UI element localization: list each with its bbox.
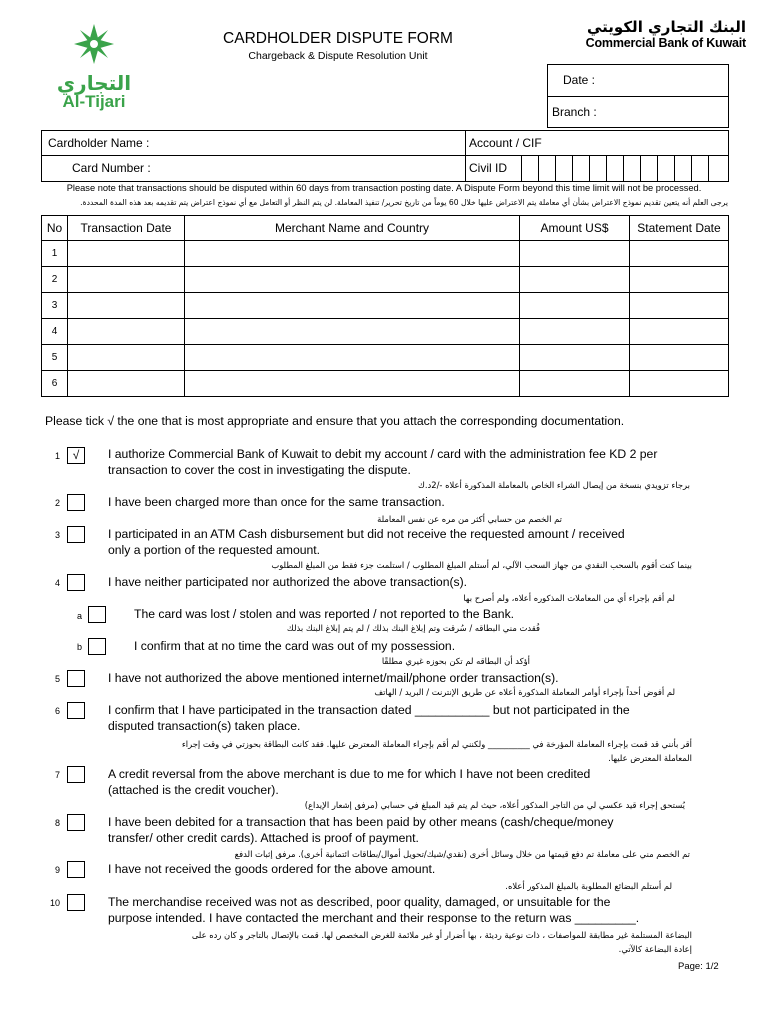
item-10-text: The merchandise received was not as described, poor quality, damaged, or unsuitable for the (108, 895, 611, 909)
item-10-arabic: البضاعة المستلمة غير مطابقة للمواصفات ، ذات نوعية رديئة ، بها أضرار أو غير ملائمة للغرض المخصص لها. قمت بالإتصال بالتاجر و كان رده على (191, 930, 692, 940)
item-4b-checkbox[interactable] (88, 638, 106, 655)
transaction-date-cell[interactable] (68, 267, 185, 293)
item-number: 2 (54, 498, 60, 508)
time-limit-note-ar: يرجى العلم أنه يتعين تقديم نموذج الاعتراض بشأن أي معاملة يتم الاعتراض عليها خلال 60 يوماً من تاريخ تحرير/ تنفيذ المعاملة. لن يتم النظر أو التعامل مع أي نموذج اعتراض يتم تقديمه بعد هذه المدة المحددة. (80, 198, 728, 207)
time-limit-note-en: Please note that transactions should be disputed within 60 days from transaction posting date. A Dispute Form beyond this time limit will not be processed. (66, 183, 702, 193)
item-number: 8 (54, 818, 60, 828)
item-5-checkbox[interactable] (67, 670, 85, 687)
item-4-text: I have neither participated nor authorized the above transaction(s). (108, 575, 468, 589)
statement-date-cell[interactable] (630, 345, 729, 371)
item-7-text-cont: (attached is the credit voucher). (108, 783, 279, 797)
col-header-no: No (42, 216, 68, 241)
table-row (42, 267, 729, 293)
item-number: 4 (54, 578, 60, 588)
row-number: 2 (42, 267, 68, 293)
transaction-date-cell[interactable] (68, 319, 185, 345)
civil-id-field[interactable]: Civil ID (469, 161, 507, 175)
item-number: 9 (54, 865, 60, 875)
merchant-cell[interactable] (185, 345, 520, 371)
card-number-field[interactable]: Card Number : (72, 161, 151, 175)
item-number: 7 (54, 770, 60, 780)
item-letter: b (76, 642, 82, 652)
table-row (42, 319, 729, 345)
row-number: 4 (42, 319, 68, 345)
page-number: Page: 1/2 (678, 961, 719, 972)
item-3-text-cont: only a portion of the requested amount. (108, 543, 321, 557)
logo-english-text: Al-Tijari (62, 92, 126, 111)
item-5-text: I have not authorized the above mentioned internet/mail/phone order transaction(s). (108, 671, 559, 685)
col-header-transaction-date: Transaction Date (68, 216, 185, 241)
item-1-checkbox[interactable]: √ (67, 447, 85, 464)
transaction-date-cell[interactable] (68, 371, 185, 397)
merchant-cell[interactable] (185, 319, 520, 345)
amount-cell[interactable] (520, 267, 630, 293)
al-tijari-logo (46, 22, 142, 112)
item-3-text: I participated in an ATM Cash disbursement but did not receive the requested amount / received (108, 527, 625, 541)
item-2-arabic: تم الخصم من حسابي أكثر من مره عن نفس المعاملة (377, 514, 562, 524)
item-8-arabic: تم الخصم مني على معاملة تم دفع قيمتها من خلال وسائل أخرى (نقدي/شيك/تحويل أموال/بطاقات ائتمانية أخرى). مرفق إثبات الدفع (234, 849, 690, 859)
amount-cell[interactable] (520, 371, 630, 397)
item-6-arabic: أقر بأنني قد قمت بإجراء المعاملة المؤرخة في __________ ولكنني لم أقم بإجراء المعاملة المعترض عليها. فقد كانت البطاقة بحوزتي في وقت إجراء (181, 739, 692, 749)
item-number: 10 (49, 898, 60, 908)
item-4-arabic: لم أقم بإجراء أي من المعاملات المذكوره أعلاه، ولم أصرح بها (463, 593, 675, 603)
star-logo-icon (72, 22, 116, 66)
merchant-cell[interactable] (185, 371, 520, 397)
transaction-table (41, 215, 729, 397)
item-4a-arabic: فُقدت مني البطاقه / سُرقت وتم إبلاغ البنك بذلك / لم يتم إبلاغ البنك بذلك (286, 623, 540, 633)
table-row (42, 241, 729, 267)
amount-cell[interactable] (520, 345, 630, 371)
item-2-text: I have been charged more than once for the same transaction. (108, 495, 445, 509)
branch-field[interactable]: Branch : (552, 105, 597, 119)
item-8-checkbox[interactable] (67, 814, 85, 831)
item-number: 1 (54, 451, 60, 461)
item-6-text: I confirm that I have participated in the transaction dated ___________ but not participated in the (108, 703, 630, 717)
item-6-checkbox[interactable] (67, 702, 85, 719)
item-6-arabic-cont: المعاملة المعترض عليها. (608, 753, 692, 763)
amount-cell[interactable] (520, 241, 630, 267)
item-2-checkbox[interactable] (67, 494, 85, 511)
bank-name-arabic: البنك التجاري الكويتي (587, 18, 746, 36)
item-10-checkbox[interactable] (67, 894, 85, 911)
date-field[interactable]: Date : (563, 73, 596, 87)
tick-instruction: Please tick √ the one that is most appropriate and ensure that you attach the corresponding documentation. (45, 414, 625, 428)
col-header-statement-date: Statement Date (630, 216, 729, 241)
amount-cell[interactable] (520, 293, 630, 319)
col-header-merchant: Merchant Name and Country (185, 216, 520, 241)
item-4a-checkbox[interactable] (88, 606, 106, 623)
merchant-cell[interactable] (185, 241, 520, 267)
item-5-arabic: لم أفوض أحداً بإجراء أوامر المعاملة المذكورة أعلاه عن طريق الإنترنت / البريد / الهاتف (374, 687, 675, 697)
item-3-checkbox[interactable] (67, 526, 85, 543)
item-4-checkbox[interactable] (67, 574, 85, 591)
statement-date-cell[interactable] (630, 293, 729, 319)
item-7-arabic: يُستحق إجراء قيد عكسي لي من التاجر المذكور أعلاه، حيث لم يتم قيد المبلغ في حسابي (مرفق إشعار الإيداع) (304, 800, 685, 810)
item-7-checkbox[interactable] (67, 766, 85, 783)
item-9-checkbox[interactable] (67, 861, 85, 878)
table-row (42, 293, 729, 319)
account-cif-field[interactable]: Account / CIF (469, 136, 542, 150)
item-8-text-cont: transfer/ other credit cards). Attached is proof of payment. (108, 831, 419, 845)
statement-date-cell[interactable] (630, 241, 729, 267)
item-1-text: I authorize Commercial Bank of Kuwait to debit my account / card with the administration fee KD 2 per (108, 447, 658, 461)
form-subtitle: Chargeback & Dispute Resolution Unit (248, 50, 428, 62)
statement-date-cell[interactable] (630, 319, 729, 345)
col-header-amount: Amount US$ (520, 216, 630, 241)
item-number: 5 (54, 674, 60, 684)
item-letter: a (76, 611, 82, 621)
row-number: 6 (42, 371, 68, 397)
item-1-arabic: برجاء تزويدي بنسخة من إيصال الشراء الخاص بالمعاملة المذكورة أعلاه -/2د.ك (417, 480, 690, 490)
item-4a-text: The card was lost / stolen and was reported / not reported to the Bank. (134, 607, 515, 621)
item-6-text-cont: disputed transaction(s) taken place. (108, 719, 301, 733)
item-7-text: A credit reversal from the above merchant is due to me for which I have not been credited (108, 767, 591, 781)
item-10-text-cont: purpose intended. I have contacted the merchant and their response to the return was _________. (108, 911, 640, 925)
merchant-cell[interactable] (185, 293, 520, 319)
item-1-text-cont: transaction to cover the cost in investigating the dispute. (108, 463, 411, 477)
logo-arabic-text: التجاري (56, 71, 132, 95)
item-4b-arabic: أؤكد أن البطاقه لم تكن بحوزه غيري مطلقًا (381, 656, 530, 666)
amount-cell[interactable] (520, 319, 630, 345)
item-10-arabic-cont: إعادة البضاعة كالآتي. (618, 944, 692, 954)
item-9-arabic: لم أستلم البضائع المطلوبة بالمبلغ المذكور أعلاه. (505, 881, 672, 891)
transaction-date-cell[interactable] (68, 241, 185, 267)
item-number: 3 (54, 530, 60, 540)
table-row (42, 345, 729, 371)
item-4b-text: I confirm that at no time the card was out of my possession. (134, 639, 456, 653)
statement-date-cell[interactable] (630, 267, 729, 293)
item-8-text: I have been debited for a transaction that has been paid by other means (cash/cheque/money (108, 815, 614, 829)
table-row (42, 371, 729, 397)
bank-name-english: Commercial Bank of Kuwait (585, 36, 746, 50)
merchant-cell[interactable] (185, 267, 520, 293)
transaction-date-cell[interactable] (68, 293, 185, 319)
row-number: 1 (42, 241, 68, 267)
row-number: 5 (42, 345, 68, 371)
item-3-arabic: بينما كنت أقوم بالسحب النقدي من جهاز السحب الآلي، لم أستلم المبلغ المطلوب / استلمت جزء فقط من المبلغ المطلوب (271, 560, 692, 570)
row-number: 3 (42, 293, 68, 319)
item-9-text: I have not received the goods ordered for the above amount. (108, 862, 436, 876)
cardholder-name-field[interactable]: Cardholder Name : (48, 136, 150, 150)
form-title: CARDHOLDER DISPUTE FORM (223, 30, 453, 47)
transaction-date-cell[interactable] (68, 345, 185, 371)
item-number: 6 (54, 706, 60, 716)
statement-date-cell[interactable] (630, 371, 729, 397)
table-header-row (42, 216, 729, 241)
